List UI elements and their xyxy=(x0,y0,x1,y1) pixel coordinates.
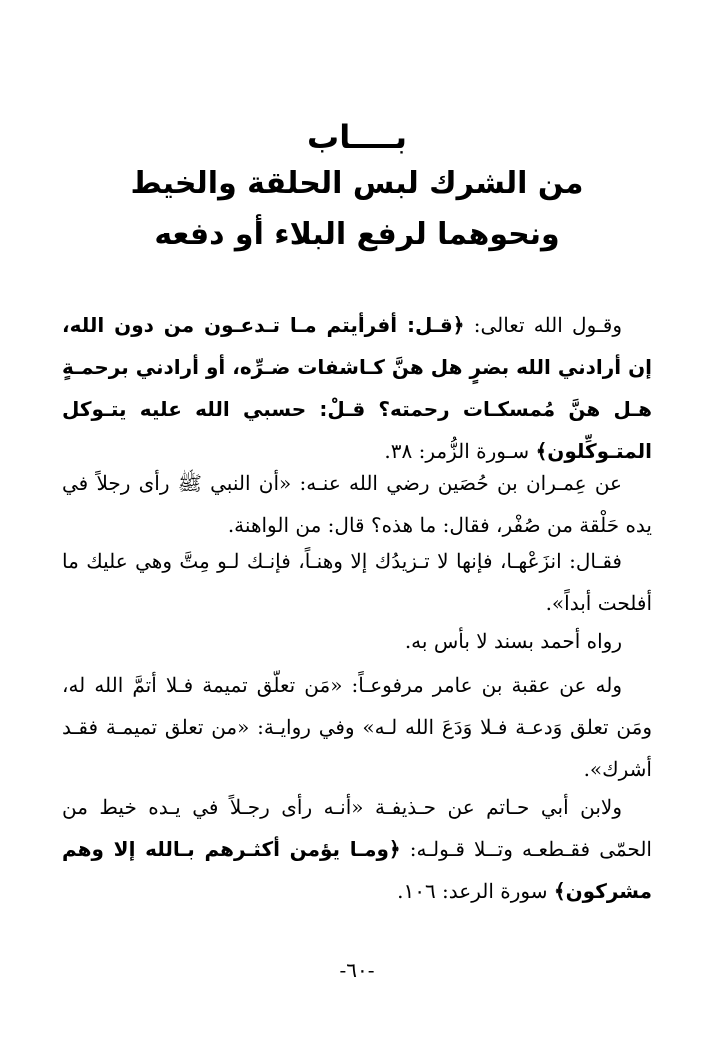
quran-verse: ﴿قـل: أفرأيتم مـا تـدعـون من دون الله، إن أرادني الله بضرٍ هل هنَّ كـاشفات ضـرِّه، أو أرادني برحمـةٍ هـل هنَّ مُمسكـات رحمته؟ قـلْ: حسبي الله عليه يتـوكل المتـوكِّلون﴾ xyxy=(62,313,652,463)
paragraph-hadith-continued: فقـال: انزَعْهـا، فإنها لا تـزيدُك إلا وهنـاً، فإنـك لـو مِتَّ وهي عليك ما أفلحت أبداً». xyxy=(62,549,652,615)
paragraph-lead: وقـول الله تعالى: xyxy=(464,313,622,337)
verse-reference: سـورة الزُّمر: ٣٨. xyxy=(384,439,536,463)
verse-reference: سورة الرعد: ١٠٦. xyxy=(397,879,554,903)
paragraph-hadith-uqba: وله عن عقبة بن عامر مرفوعـاً: «مَن تعلّق تميمة فـلا أتمَّ الله له، ومَن تعلق وَدعـة فـلا وَدَعَ الله لـه» وفي روايـة: «من تعلق تميمـة فقـد أشرك». xyxy=(62,673,652,781)
paragraph-lead: ولابن أبي حـاتم عن حـذيفـة «أنـه رأى رجـلاً في يـده خيط من الحمّى فقـطعـه وتــلا قـولـه: xyxy=(62,795,652,861)
quran-verse: ﴿ومـا يؤمن أكثـرهم بـالله إلا وهم مشركون﴾ xyxy=(62,837,652,903)
paragraph-hadith-imran: عن عِمـران بن حُصَين رضي الله عنـه: «أن النبي ﷺ رأى رجلاً في يده حَلْقة من صُفْر، فقال: ما هذه؟ قال: من الواهنة. xyxy=(62,471,652,537)
chapter-title-line-1: من الشرك لبس الحلقة والخيط xyxy=(130,166,584,201)
page-number: -٦٠- xyxy=(339,958,375,982)
chapter-label: بــــاب xyxy=(307,118,407,156)
paragraph-narration-source: رواه أحمد بسند لا بأس به. xyxy=(404,629,622,653)
chapter-title-line-2: ونحوهما لرفع البلاء أو دفعه xyxy=(154,217,560,252)
paragraph-hudhayfa xyxy=(62,786,652,912)
paragraph-quran-zumar xyxy=(62,304,652,472)
